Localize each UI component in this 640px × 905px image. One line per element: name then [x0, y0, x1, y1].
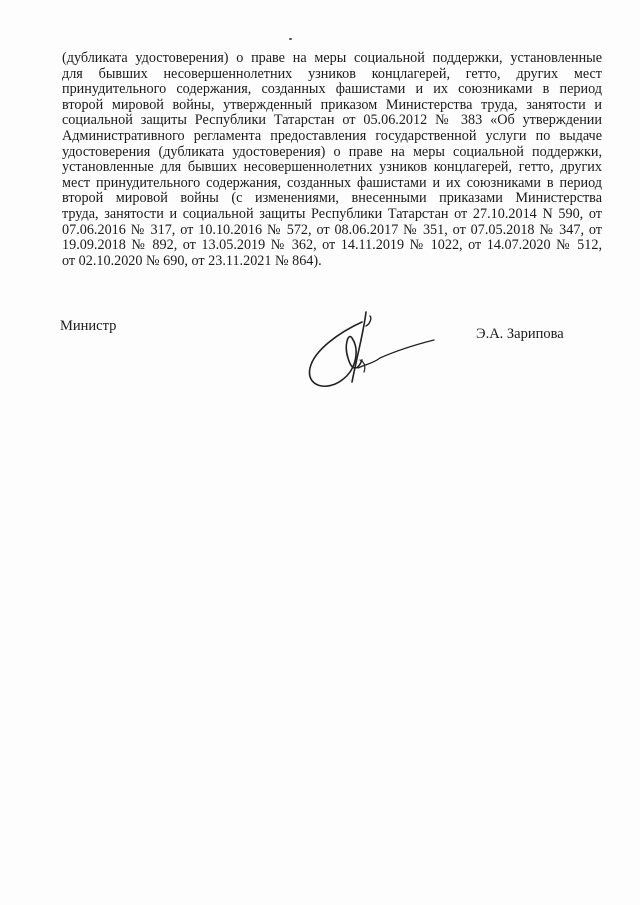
body-line-8: установленные для бывших несовершеннолетних узников концлагерей, гетто, других: [62, 159, 602, 176]
body-line-2: для бывших несовершеннолетних узников концлагерей, гетто, других мест: [62, 65, 602, 82]
body-line-9: мест принудительного содержания, созданных фашистами и их союзниками в период: [62, 174, 602, 191]
position-title: Министр: [60, 318, 117, 334]
signature-block: [0, 310, 640, 400]
handwritten-signature: [300, 310, 440, 395]
body-line-1: (дубликата удостоверения) о праве на меры социальной поддержки, установленные: [62, 50, 602, 66]
body-line-11: труда, занятости и социальной защиты Республики Татарстан от 27.10.2014 N 590, от: [62, 205, 602, 222]
signer-name: Э.А. Зарипова: [476, 326, 564, 342]
body-line-14: от 02.10.2020 № 690, от 23.11.2021 № 864).: [62, 252, 322, 269]
scan-speck: [289, 38, 292, 40]
body-line-5: социальной защиты Республики Татарстан от 05.06.2012 № 383 «Об утверждении: [62, 112, 602, 129]
body-line-13: 19.09.2018 № 892, от 13.05.2019 № 362, от 14.11.2019 № 1022, от 14.07.2020 № 512,: [62, 237, 602, 254]
body-line-3: принудительного содержания, созданных фашистами и их союзниками в период: [62, 81, 602, 98]
body-line-6: Административного регламента предоставления государственной услуги по выдаче: [62, 127, 602, 144]
body-line-4: второй мировой войны, утвержденный приказом Министерства труда, занятости и: [62, 96, 602, 113]
document-body: [62, 51, 602, 269]
body-line-10: второй мировой войны (с изменениями, внесенными приказами Министерства: [62, 190, 602, 207]
body-line-12: 07.06.2016 № 317, от 10.10.2016 № 572, от 08.06.2017 № 351, от 07.05.2018 № 347, от: [62, 221, 602, 238]
body-line-7: удостоверения (дубликата удостоверения) о праве на меры социальной поддержки,: [62, 143, 602, 160]
